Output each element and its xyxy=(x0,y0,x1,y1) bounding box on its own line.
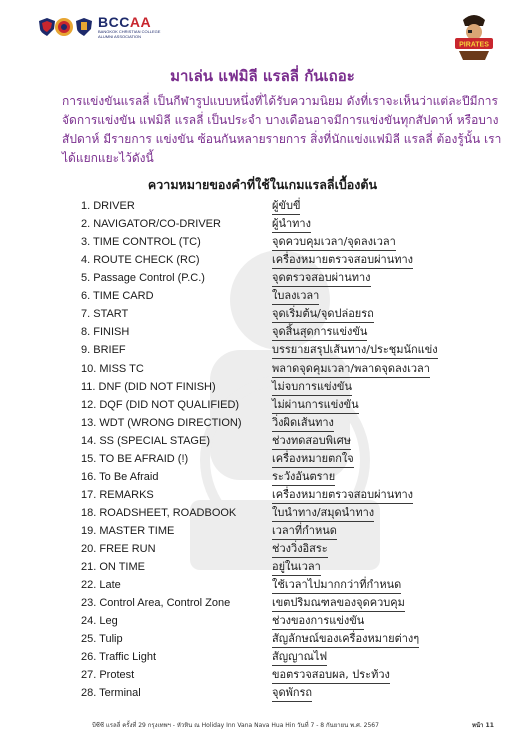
term-label: 26. Traffic Light xyxy=(81,651,157,664)
term-meaning: ไม่จบการแข่งขัน xyxy=(272,379,352,393)
term-meaning: สัญลักษณ์ของเครื่องหมายต่างๆ xyxy=(272,632,420,646)
term-label: 21. ON TIME xyxy=(81,561,145,573)
term-meaning: สัญญาณไฟ xyxy=(272,650,328,664)
term-label: 2. NAVIGATOR/CO-DRIVER xyxy=(81,218,221,231)
term-label: 25. Tulip xyxy=(81,633,123,646)
term-meaning: พลาดจุดคุมเวลา/พลาดจุดลงเวลา xyxy=(272,361,430,375)
term-meaning: ขอตรวจสอบผล, ประท้วง xyxy=(272,668,390,682)
term-row xyxy=(0,632,525,650)
term-row xyxy=(0,362,525,380)
page-number: หน้า 11 xyxy=(472,722,494,729)
term-label: 4. ROUTE CHECK (RC) xyxy=(81,254,200,267)
term-meaning: เวลาที่กำหนด xyxy=(272,523,337,537)
term-meaning: ช่วงทดสอบพิเศษ xyxy=(272,433,351,447)
term-row xyxy=(0,578,525,596)
term-label: 28. Terminal xyxy=(81,687,141,700)
term-meaning: ใบนำทาง/สมุดนำทาง xyxy=(272,505,375,519)
term-label: 23. Control Area, Control Zone xyxy=(81,597,231,610)
term-label: 8. FINISH xyxy=(81,326,130,339)
term-row xyxy=(0,668,525,686)
term-label: 15. TO BE AFRAID (!) xyxy=(81,452,189,465)
term-row xyxy=(0,488,525,506)
term-meaning: จุดควบคุมเวลา/จุดลงเวลา xyxy=(272,235,396,249)
brand-main: BCC xyxy=(98,14,130,30)
term-meaning: ใช้เวลาไปมากกว่าที่กำหนด xyxy=(272,578,402,591)
term-row xyxy=(0,650,525,668)
term-label: 7. START xyxy=(81,308,129,321)
page-title: มาเล่น แฟมิลี แรลลี่ กันเถอะ xyxy=(170,67,355,85)
term-meaning: จุดสิ้นสุดการแข่งขัน xyxy=(272,325,368,339)
term-meaning: จุดพักรถ xyxy=(272,686,313,700)
term-meaning: จุดตรวจสอบผ่านทาง xyxy=(272,271,371,285)
term-row xyxy=(0,416,525,434)
term-label: 19. MASTER TIME xyxy=(81,524,175,537)
term-label: 20. FREE RUN xyxy=(81,543,156,555)
intro-text: การแข่งขันแรลลี่ เป็นกีฬารูปแบบหนึ่งที่ได้รับความนิยม ดังที่เราจะเห็นว่าแต่ละปีมีการจัดการแข่งขัน แฟมิลี แรลลี่ เป็นประจำ บางเดือนอาจมีการแข่งขันทุกสัปดาห์ หรือบางสัปดาห์ มีรายการ แข่งขัน ซ้อนกันหลายรายการ สิ่งที่นักแข่งแฟมิลี แรลลี่ ต้องรู้นั้น เราได้แยกแยะไว้ดังนี้ xyxy=(62,94,502,165)
term-row xyxy=(0,253,525,271)
term-row xyxy=(0,524,525,542)
term-meaning: ผู้ขับขี่ xyxy=(272,199,301,212)
term-row xyxy=(0,343,525,361)
term-row xyxy=(0,560,525,578)
term-meaning: ช่วงวิ่งอิสระ xyxy=(272,542,328,555)
term-meaning: ไม่ผ่านการแข่งขัน xyxy=(272,397,359,411)
brand-logo xyxy=(98,15,162,39)
term-meaning: เขตปริมณฑลของจุดควบคุม xyxy=(272,596,405,610)
intro-paragraph xyxy=(62,92,502,168)
term-label: 1. DRIVER xyxy=(81,200,135,212)
term-meaning: ช่วงของการแข่งขัน xyxy=(272,614,365,628)
term-meaning: ระวังอันตราย xyxy=(272,469,336,483)
term-meaning: เครื่องหมายตรวจสอบผ่านทาง xyxy=(272,487,414,501)
term-row xyxy=(0,542,525,560)
term-label: 11. DNF (DID NOT FINISH) xyxy=(81,380,216,393)
school-badge-icon xyxy=(74,17,94,37)
term-label: 24. Leg xyxy=(81,615,118,628)
term-label: 9. BRIEF xyxy=(81,344,126,357)
term-label: 10. MISS TC xyxy=(81,362,144,375)
term-meaning: ผู้นำทาง xyxy=(272,217,311,231)
term-row xyxy=(0,398,525,416)
term-row xyxy=(0,452,525,470)
footer-text: บีซีซี แรลลี่ ครั้งที่ 29 กรุงเทพฯ - หัวหิน ณ Holiday Inn Vana Nava Hua Hin วันที่ 7 - 8 กันยายน พ.ศ. 2567 xyxy=(92,722,379,729)
section-subtitle: ความหมายของคำที่ใช้ในเกมแรลลี่เบื้องต้น xyxy=(147,177,378,192)
term-meaning: บรรยายสรุปเส้นทาง/ประชุมนักแข่ง xyxy=(272,343,438,357)
term-row xyxy=(0,380,525,398)
term-label: 5. Passage Control (P.C.) xyxy=(81,272,205,285)
term-row xyxy=(0,307,525,325)
term-meaning: เครื่องหมายตรวจสอบผ่านทาง xyxy=(272,253,414,267)
term-meaning: ใบลงเวลา xyxy=(272,289,320,303)
term-label: 3. TIME CONTROL (TC) xyxy=(81,236,201,249)
term-row xyxy=(0,470,525,488)
term-label: 27. Protest xyxy=(81,669,135,682)
event-logo-text: PIRATES xyxy=(459,41,489,49)
term-meaning: อยู่ในเวลา xyxy=(272,560,321,573)
brand-subtitle: BANGKOK CHRISTIAN COLLEGE ALUMNI ASSOCIATION xyxy=(98,29,161,39)
term-meaning: เครื่องหมายตกใจ xyxy=(272,451,354,465)
term-row xyxy=(0,434,525,452)
brand-name xyxy=(98,15,162,29)
term-label: 14. SS (SPECIAL STAGE) xyxy=(81,434,210,447)
term-row xyxy=(0,271,525,289)
term-row xyxy=(0,289,525,307)
term-label: 17. REMARKS xyxy=(81,488,154,501)
term-label: 18. ROADSHEET, ROADBOOK xyxy=(81,506,237,519)
term-row xyxy=(0,614,525,632)
term-row xyxy=(0,325,525,343)
term-row xyxy=(0,596,525,614)
term-label: 12. DQF (DID NOT QUALIFIED) xyxy=(81,398,240,411)
term-row xyxy=(0,235,525,253)
term-label: 22. Late xyxy=(81,579,121,591)
term-row xyxy=(0,686,525,704)
pirates-rally-logo xyxy=(449,10,499,62)
term-label: 6. TIME CARD xyxy=(81,290,154,303)
term-meaning: วิ่งผิดเส้นทาง xyxy=(272,415,334,429)
term-row xyxy=(0,199,525,217)
term-label: 16. To Be Afraid xyxy=(81,470,159,483)
brand-accent: AA xyxy=(129,14,152,30)
school-seal-icon xyxy=(54,17,74,37)
term-label: 13. WDT (WRONG DIRECTION) xyxy=(81,416,242,429)
term-meaning: จุดเริ่มต้น/จุดปล่อยรถ xyxy=(272,307,374,321)
term-row xyxy=(0,506,525,524)
term-row xyxy=(0,217,525,235)
